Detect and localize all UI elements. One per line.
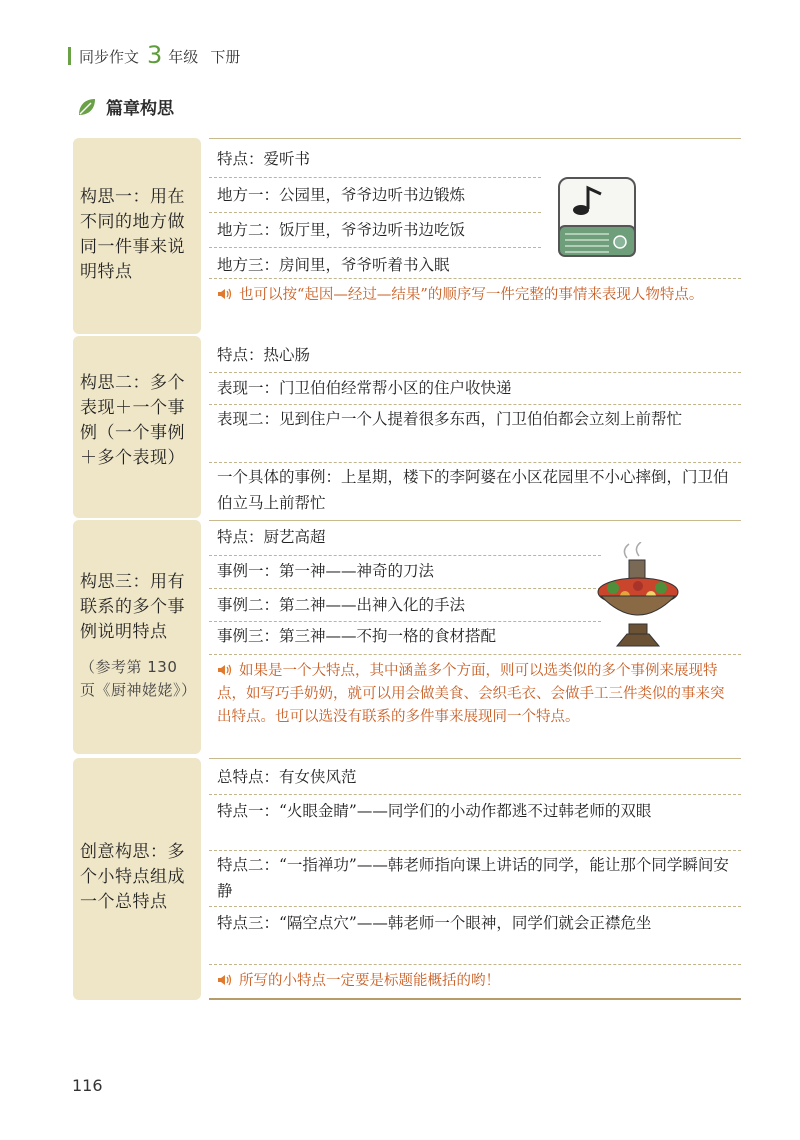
feature-line: 总特点：有女侠风范 xyxy=(217,768,357,786)
divider xyxy=(209,850,741,851)
plan-label: 创意构思：多个小特点组成一个总特点 xyxy=(80,842,185,912)
header-grade-number: 3 xyxy=(147,41,163,69)
speaker-icon xyxy=(217,973,233,987)
header-series: 同步作文 xyxy=(79,47,140,66)
leaf-icon xyxy=(76,96,98,118)
hint-box xyxy=(217,284,733,307)
row-bottom-rule xyxy=(209,998,741,1000)
plan-row-4 xyxy=(73,758,741,1000)
feature-line: 特点：热心肠 xyxy=(217,346,311,364)
plan-label: 构思三：用有联系的多个事例说明特点 xyxy=(80,572,185,642)
feature-line: 特点：厨艺高超 xyxy=(217,528,326,546)
plan-label-cell xyxy=(73,138,201,334)
row-top-rule xyxy=(209,520,741,521)
hint-divider xyxy=(209,278,741,279)
section-title xyxy=(76,94,174,119)
item-line: 地方二：饭厅里，爷爷边听书边吃饭 xyxy=(217,221,466,239)
hint-box xyxy=(217,660,733,729)
plan-content xyxy=(209,336,741,518)
header-bar xyxy=(68,47,71,65)
feature-line: 特点：爱听书 xyxy=(217,150,311,168)
plan-label-cell xyxy=(73,520,201,754)
plan-label: 构思一：用在不同的地方做同一件事来说明特点 xyxy=(80,187,185,282)
plan-content xyxy=(209,138,741,334)
plan-label-reference: （参考第 130 页《厨神姥姥》） xyxy=(80,658,197,699)
plan-label-cell xyxy=(73,336,201,518)
radio-music-icon xyxy=(557,176,639,260)
speaker-icon xyxy=(217,287,233,301)
divider xyxy=(209,404,741,405)
section-title-text: 篇章构思 xyxy=(106,99,174,119)
hotpot-icon xyxy=(593,542,683,652)
row-top-rule xyxy=(209,758,741,759)
speaker-icon xyxy=(217,663,233,677)
divider xyxy=(209,177,541,178)
divider xyxy=(209,906,741,907)
divider xyxy=(209,462,741,463)
item-line: 特点一：“火眼金睛”——同学们的小动作都逃不过韩老师的双眼 xyxy=(217,802,652,820)
item-line: 特点三：“隔空点穴”——韩老师一个眼神，同学们就会正襟危坐 xyxy=(217,914,652,932)
item-line: 事例一：第一神——神奇的刀法 xyxy=(217,562,435,580)
item-line: 事例二：第二神——出神入化的手法 xyxy=(217,596,466,614)
divider xyxy=(209,621,601,622)
item-line: 一个具体的事例：上星期，楼下的李阿婆在小区花园里不小心摔倒，门卫伯伯立马上前帮忙 xyxy=(217,468,729,512)
item-line: 地方一：公园里，爷爷边听书边锻炼 xyxy=(217,186,466,204)
divider xyxy=(209,794,741,795)
row-top-rule xyxy=(209,138,741,139)
page-number: 116 xyxy=(72,1076,103,1095)
divider xyxy=(209,555,601,556)
header-grade: 年级 xyxy=(168,47,199,66)
divider xyxy=(209,588,601,589)
plan-label-cell xyxy=(73,758,201,1000)
hint-text: 也可以按“起因—经过—结果”的顺序写一件完整的事情来表现人物特点。 xyxy=(239,287,704,303)
item-line: 地方三：房间里，爷爷听着书入眠 xyxy=(217,256,450,274)
item-line: 表现一：门卫伯伯经常帮小区的住户收快递 xyxy=(217,379,512,397)
plan-row-1 xyxy=(73,138,741,334)
header-volume: 下册 xyxy=(210,47,241,66)
hint-box xyxy=(217,970,733,993)
plan-row-2 xyxy=(73,336,741,518)
hint-text: 如果是一个大特点，其中涵盖多个方面，则可以选类似的多个事例来展现特点，如写巧手奶奶，就可以用会做美食、会织毛衣、会做手工三件类似的事来突出特点。也可以选没有联系的多件事来展现同一个特点。 xyxy=(217,663,725,725)
divider xyxy=(209,212,541,213)
running-header xyxy=(68,41,241,69)
divider xyxy=(209,372,741,373)
item-line: 事例三：第三神——不拘一格的食材搭配 xyxy=(217,627,497,645)
hint-text: 所写的小特点一定要是标题能概括的哟！ xyxy=(239,973,500,989)
item-line: 表现二：见到住户一个人提着很多东西，门卫伯伯都会立刻上前帮忙 xyxy=(217,410,683,428)
hint-divider xyxy=(209,964,741,965)
item-line: 特点二：“一指禅功”——韩老师指向课上讲话的同学，能让那个同学瞬间安静 xyxy=(217,856,729,900)
hint-divider xyxy=(209,654,741,655)
plan-content xyxy=(209,520,741,754)
plan-row-3 xyxy=(73,520,741,754)
plan-label: 构思二：多个表现＋一个事例（一个事例＋多个表现） xyxy=(80,373,185,468)
plan-content xyxy=(209,758,741,1000)
divider xyxy=(209,247,541,248)
